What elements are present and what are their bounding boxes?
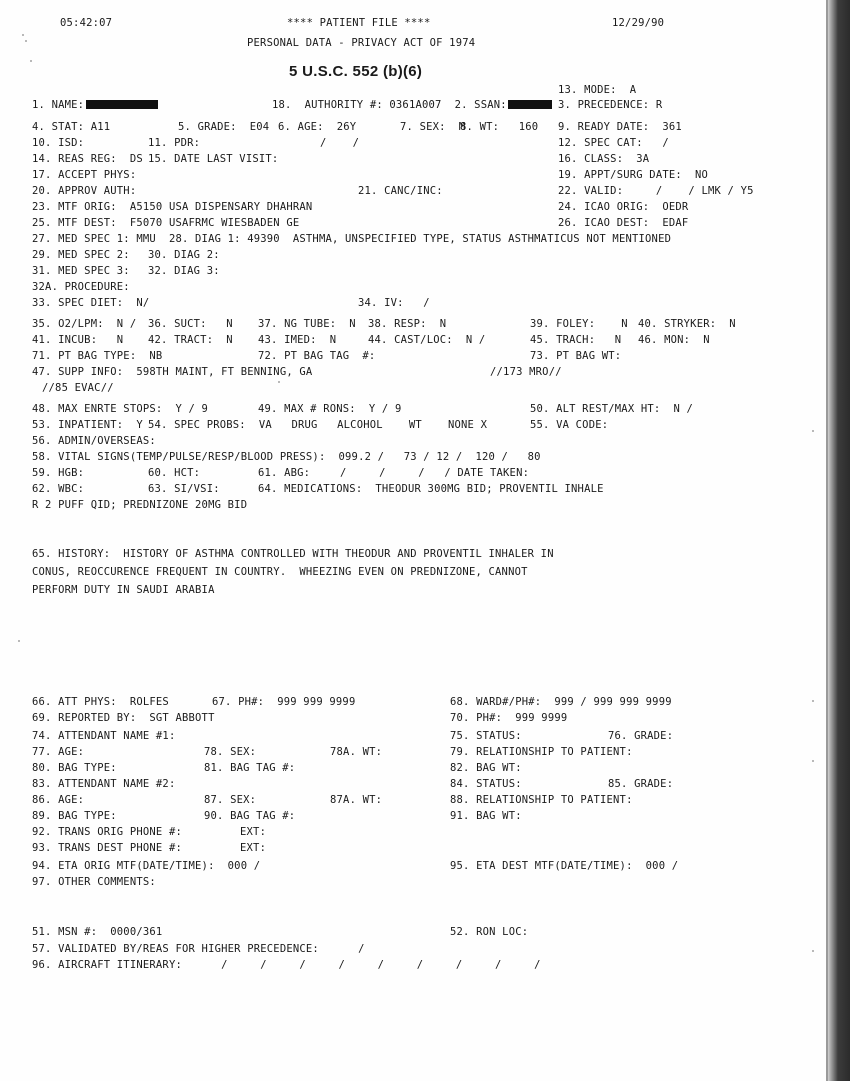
header-timestamp: 05:42:07 (60, 17, 113, 29)
form-field-text: 59. HGB: (32, 467, 85, 479)
form-line (0, 282, 828, 296)
form-line (0, 170, 828, 184)
form-field-text: 91. BAG WT: (450, 810, 522, 822)
form-field-text: 46. MON: N (638, 334, 710, 346)
form-field-text: 97. OTHER COMMENTS: (32, 876, 156, 888)
form-line (0, 468, 828, 482)
form-line (0, 367, 828, 381)
form-line (0, 944, 828, 958)
form-field-text: 25. MTF DEST: F5070 USAFRMC WIESBADEN GE (32, 217, 300, 229)
form-field-text: 84. STATUS: (450, 778, 522, 790)
form-field-text: 83. ATTENDANT NAME #2: (32, 778, 176, 790)
form-line (0, 452, 828, 466)
form-line (0, 266, 828, 280)
form-field-text: 63. SI/VSI: (148, 483, 220, 495)
form-field-text: 88. RELATIONSHIP TO PATIENT: (450, 794, 633, 806)
form-line (0, 250, 828, 264)
form-field-text: 60. HCT: (148, 467, 201, 479)
form-field-text: 12. SPEC CAT: / (558, 137, 669, 149)
form-field-text: 35. O2/LPM: N / (32, 318, 137, 330)
form-field-text: EXT: (240, 842, 267, 854)
form-field-text: 43. IMED: N (258, 334, 337, 346)
form-field-text: 67. PH#: 999 999 9999 (212, 696, 356, 708)
scan-speck (812, 430, 814, 432)
form-line (0, 436, 828, 450)
form-field-text: 47. SUPP INFO: 598TH MAINT, FT BENNING, GA (32, 366, 313, 378)
form-line (0, 484, 828, 498)
form-line (0, 811, 828, 825)
form-field-text: 70. PH#: 999 9999 (450, 712, 568, 724)
form-line (0, 83, 828, 115)
form-line (0, 960, 828, 974)
form-field-text: 18. AUTHORITY #: 0361A007 2. SSAN: (272, 99, 507, 111)
form-field-text: 93. TRANS DEST PHONE #: (32, 842, 182, 854)
form-field-text: 53. INPATIENT: Y (32, 419, 143, 431)
form-field-text: 30. DIAG 2: (148, 249, 220, 261)
form-field-text: 96. AIRCRAFT ITINERARY: / / / / / / / / / (32, 959, 541, 971)
scan-dark-edge (828, 0, 850, 1081)
form-field-text: 39. FOLEY: N (530, 318, 628, 330)
form-field-text: 6. AGE: 26Y (278, 121, 357, 133)
form-field-text: 17. ACCEPT PHYS: (32, 169, 137, 181)
form-line (0, 138, 828, 152)
form-field-text: 61. ABG: (258, 467, 311, 479)
form-field-text: 58. VITAL SIGNS(TEMP/PULSE/RESP/BLOOD PRESS): 099.2 / 73 / 12 / 120 / 80 (32, 451, 541, 463)
form-field-text: / / / / DATE TAKEN: (340, 467, 530, 479)
header-title: **** PATIENT FILE **** (287, 17, 431, 29)
form-field-text: 82. BAG WT: (450, 762, 522, 774)
form-field-text: 55. VA CODE: (530, 419, 609, 431)
form-field-text: 66. ATT PHYS: ROLFES (32, 696, 169, 708)
form-line (0, 404, 828, 418)
form-field-text: CONUS, REOCCURENCE FREQUENT IN COUNTRY. WHEEZING EVEN ON PREDNIZONE, CANNOT (32, 566, 528, 578)
form-line (0, 795, 828, 809)
form-field-text: 50. ALT REST/MAX HT: N / (530, 403, 694, 415)
form-line (0, 697, 828, 711)
form-line (0, 843, 828, 857)
form-field-text: 23. MTF ORIG: A5150 USA DISPENSARY DHAHRAN (32, 201, 313, 213)
form-field-text: 69. REPORTED BY: SGT ABBOTT (32, 712, 215, 724)
form-field-text: 9. READY DATE: 361 (558, 121, 682, 133)
header-subtitle: PERSONAL DATA - PRIVACY ACT OF 1974 (247, 37, 476, 49)
form-line (0, 202, 828, 216)
form-field-text: 44. CAST/LOC: N / (368, 334, 486, 346)
form-field-text: 13. MODE: A (558, 83, 637, 96)
form-field-text: / / (320, 137, 360, 149)
form-field-text: 14. REAS REG: DS (32, 153, 143, 165)
form-field-text: 19. APPT/SURG DATE: NO (558, 169, 708, 181)
form-field-text: 11. PDR: (148, 137, 201, 149)
form-field-text: 5. GRADE: E04 (178, 121, 270, 133)
form-field-text: 32A. PROCEDURE: (32, 281, 130, 293)
form-field-text: 41. INCUB: N (32, 334, 124, 346)
form-field-text: 27. MED SPEC 1: MMU 28. DIAG 1: 49390 ASTHMA, UNSPECIFIED TYPE, STATUS ASTHMATICUS NOT MENTIONED (32, 233, 672, 245)
form-line (0, 731, 828, 745)
form-line (0, 383, 828, 397)
form-line (0, 122, 828, 136)
form-field-text: 75. STATUS: (450, 730, 522, 742)
form-field-text: 78. SEX: (204, 746, 257, 758)
scan-speck (30, 60, 32, 62)
form-field-text: 45. TRACH: N (530, 334, 622, 346)
form-field-text: 34. IV: / (358, 297, 430, 309)
form-field-text: 51. MSN #: 0000/361 (32, 926, 163, 938)
form-field-text: 38. RESP: N (368, 318, 447, 330)
form-field-text: 1. NAME: (32, 99, 85, 111)
form-field-text: 3. PRECEDENCE: R (558, 99, 663, 111)
form-field-text: 40. STRYKER: N (638, 318, 736, 330)
form-field-text: 20. APPROV AUTH: (32, 185, 137, 197)
form-field-text: 72. PT BAG TAG #: (258, 350, 376, 362)
form-field-text: 79. RELATIONSHIP TO PATIENT: (450, 746, 633, 758)
form-line (0, 351, 828, 365)
form-field-text: 74. ATTENDANT NAME #1: (32, 730, 176, 742)
form-line (0, 827, 828, 841)
form-line (0, 567, 828, 581)
form-field-text: 90. BAG TAG #: (204, 810, 296, 822)
form-field-text: 86. AGE: (32, 794, 85, 806)
header-date: 12/29/90 (612, 17, 665, 29)
form-field-text: 29. MED SPEC 2: (32, 249, 130, 261)
form-field-text: 87. SEX: (204, 794, 257, 806)
form-field-text: 54. SPEC PROBS: VA DRUG ALCOHOL WT NONE X (148, 419, 488, 431)
form-field-text: 24. ICAO ORIG: OEDR (558, 201, 689, 213)
form-field-text: 81. BAG TAG #: (204, 762, 296, 774)
form-field-text: 16. CLASS: 3A (558, 153, 650, 165)
form-field-text: 52. RON LOC: (450, 926, 529, 938)
form-field-text: 77. AGE: (32, 746, 85, 758)
form-field-text: 62. WBC: (32, 483, 85, 495)
scan-speck (278, 381, 280, 383)
form-field-text: 56. ADMIN/OVERSEAS: (32, 435, 156, 447)
form-field-text: 42. TRACT: N (148, 334, 233, 346)
form-field-text: 76. GRADE: (608, 730, 674, 742)
form-field-text: 95. ETA DEST MTF(DATE/TIME): 000 / (450, 860, 679, 872)
form-field-text: 89. BAG TYPE: (32, 810, 117, 822)
form-field-text: //173 MRO// (490, 366, 562, 378)
form-line (0, 779, 828, 793)
scan-speck (812, 760, 814, 762)
form-line (0, 877, 828, 891)
form-line (0, 747, 828, 761)
form-field-text: PERFORM DUTY IN SAUDI ARABIA (32, 584, 215, 596)
form-field-text: 10. ISD: (32, 137, 85, 149)
form-field-text: 73. PT BAG WT: (530, 350, 622, 362)
form-field-text: 21. CANC/INC: (358, 185, 443, 197)
form-line (0, 713, 828, 727)
form-line (0, 234, 828, 248)
form-line (0, 335, 828, 349)
form-field-text: 33. SPEC DIET: N/ (32, 297, 150, 309)
form-field-text: R 2 PUFF QID; PREDNIZONE 20MG BID (32, 499, 248, 511)
form-field-text: 36. SUCT: N (148, 318, 233, 330)
form-field-text: 15. DATE LAST VISIT: (148, 153, 279, 165)
form-line (0, 218, 828, 232)
form-field-text: 71. PT BAG TYPE: NB (32, 350, 163, 362)
scan-speck (812, 700, 814, 702)
form-field-text: 4. STAT: A11 (32, 121, 111, 133)
form-field-text: 92. TRANS ORIG PHONE #: (32, 826, 182, 838)
form-field-text: 48. MAX ENRTE STOPS: Y / 9 (32, 403, 209, 415)
form-line (0, 585, 828, 599)
form-field-text: 80. BAG TYPE: (32, 762, 117, 774)
form-field-text: 37. NG TUBE: N (258, 318, 356, 330)
form-line (0, 186, 828, 200)
form-field-text: 57. VALIDATED BY/REAS FOR HIGHER PRECEDENCE: / (32, 943, 365, 955)
scan-speck (18, 640, 20, 642)
form-line (0, 319, 828, 333)
statute-citation: 5 U.S.C. 552 (b)(6) (289, 63, 423, 80)
form-field-text: 85. GRADE: (608, 778, 674, 790)
scan-speck (812, 950, 814, 952)
form-field-text: 32. DIAG 3: (148, 265, 220, 277)
form-field-text: 68. WARD#/PH#: 999 / 999 999 9999 (450, 696, 672, 708)
form-line (0, 927, 828, 941)
form-field-text: 26. ICAO DEST: EDAF (558, 217, 689, 229)
form-field-text: 8. WT: 160 (460, 121, 539, 133)
form-field-text: 64. MEDICATIONS: THEODUR 300MG BID; PROVENTIL INHALE (258, 483, 604, 495)
form-line (0, 549, 828, 563)
form-field-text: EXT: (240, 826, 267, 838)
form-line (0, 861, 828, 875)
form-line (0, 154, 828, 168)
form-field-text: 78A. WT: (330, 746, 383, 758)
form-field-text: 87A. WT: (330, 794, 383, 806)
form-field-text: 7. SEX: M (400, 121, 466, 133)
form-field-text: 49. MAX # RONS: Y / 9 (258, 403, 402, 415)
form-field-text: 22. VALID: / / LMK / Y5 (558, 185, 754, 197)
form-line (0, 500, 828, 514)
form-field-text: 65. HISTORY: HISTORY OF ASTHMA CONTROLLED WITH THEODUR AND PROVENTIL INHALER IN (32, 548, 554, 560)
form-line (0, 420, 828, 434)
scan-speck (25, 40, 27, 42)
form-field-text: 94. ETA ORIG MTF(DATE/TIME): 000 / (32, 860, 261, 872)
form-line (0, 763, 828, 777)
form-field-text: 31. MED SPEC 3: (32, 265, 130, 277)
form-line (0, 298, 828, 312)
scan-speck (22, 34, 24, 36)
form-field-text: //85 EVAC// (42, 382, 114, 394)
